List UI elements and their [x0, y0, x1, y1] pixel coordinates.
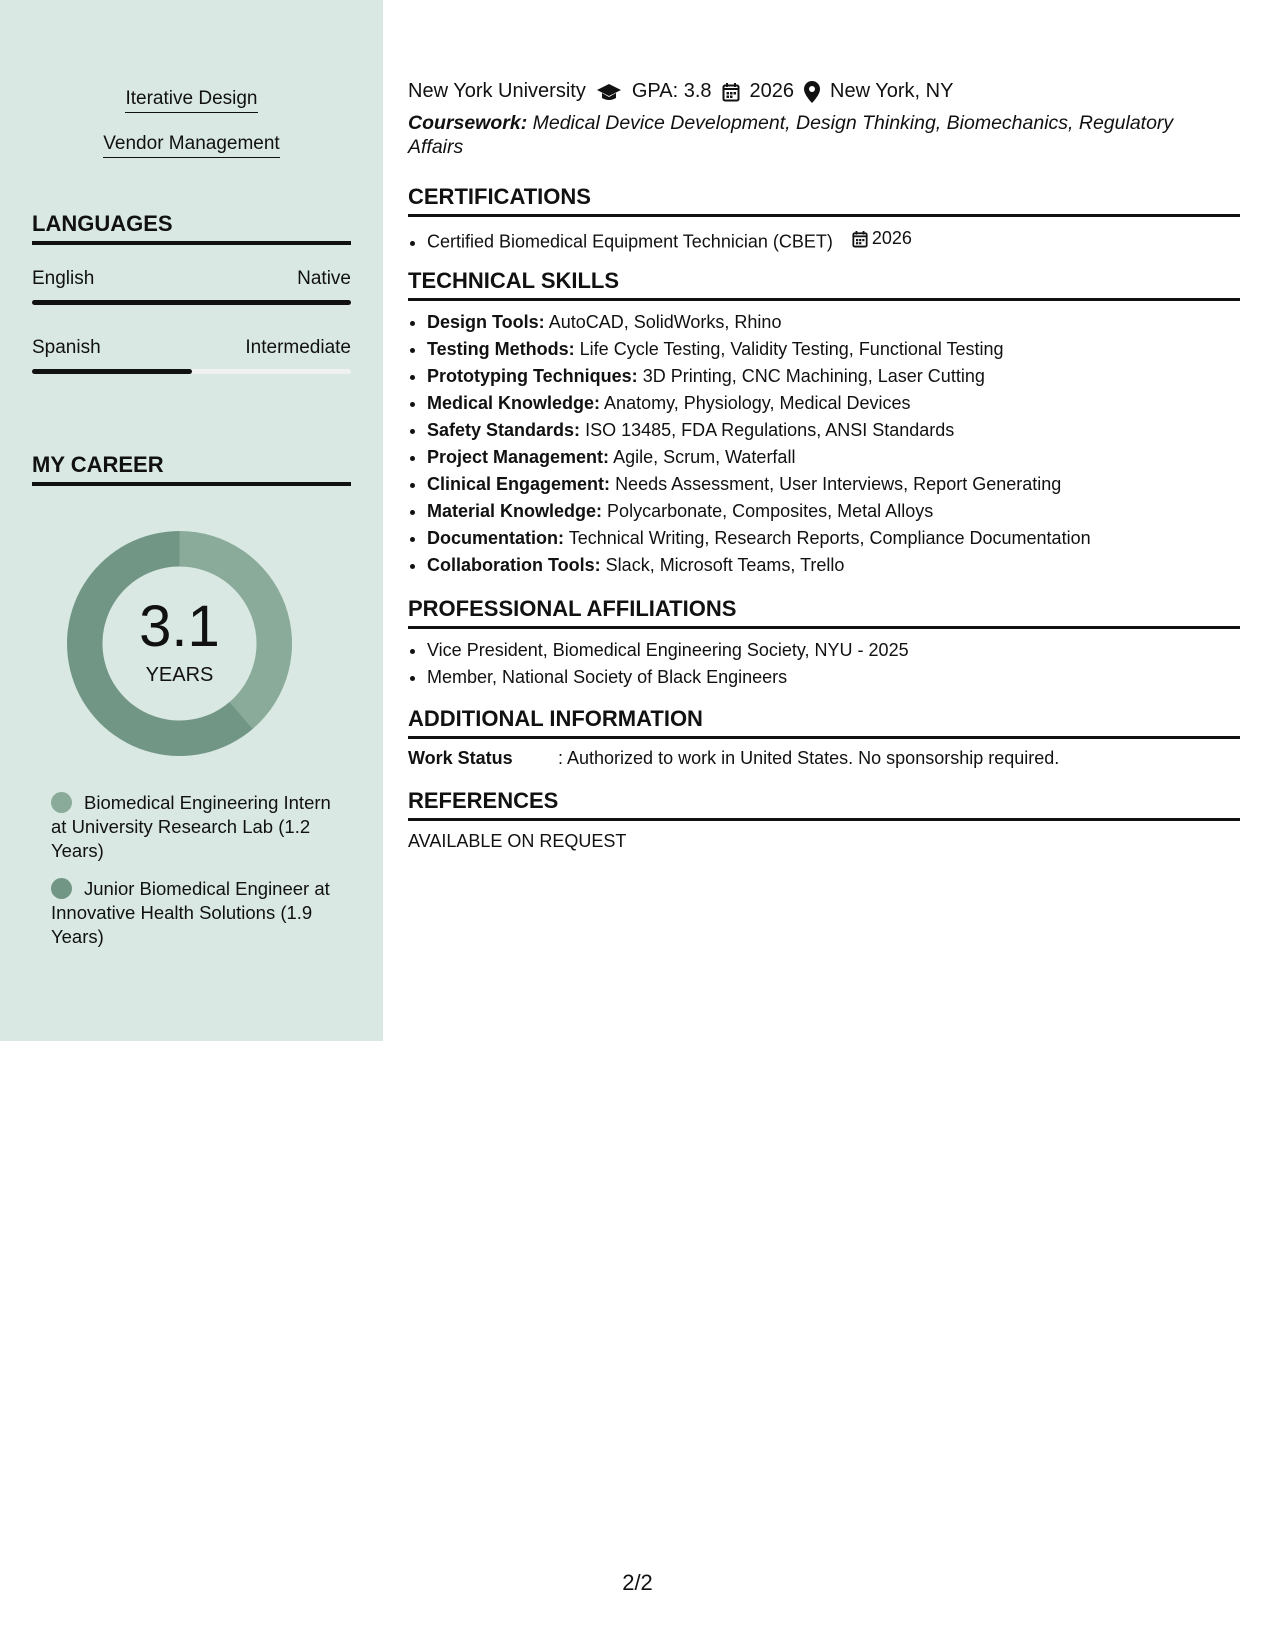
gpa: GPA: 3.8	[631, 80, 712, 102]
coursework-label: Coursework:	[408, 112, 528, 134]
legend-dot	[51, 792, 72, 813]
work-status-row	[408, 748, 1240, 769]
language-level: Native	[297, 268, 351, 289]
additional-info-section	[408, 706, 1240, 769]
education-line	[408, 80, 953, 103]
career-item-label: Junior Biomedical Engineer at Innovative Health Solutions (1.9 Years)	[51, 878, 330, 947]
language-row-english	[32, 268, 351, 290]
coursework	[408, 111, 1208, 159]
skill-item: • Testing Methods: Life Cycle Testing, Validity Testing, Functional Testing	[427, 336, 1240, 363]
career-item	[51, 877, 341, 949]
career-total-value: 3.1	[139, 594, 220, 659]
skill-item: • Collaboration Tools: Slack, Microsoft Teams, Trello	[427, 552, 1240, 579]
language-name: Spanish	[32, 337, 101, 358]
skill-item: • Medical Knowledge: Anatomy, Physiology, Medical Devices	[427, 390, 1240, 417]
language-row-spanish	[32, 337, 351, 359]
skill-item: • Project Management: Agile, Scrum, Waterfall	[427, 444, 1240, 471]
calendar-icon	[852, 230, 868, 248]
skill-item: • Documentation: Technical Writing, Research Reports, Compliance Documentation	[427, 525, 1240, 552]
calendar-icon	[722, 82, 740, 102]
language-bar-english	[32, 300, 351, 305]
language-level: Intermediate	[245, 337, 351, 358]
skill-item: • Design Tools: AutoCAD, SolidWorks, Rhino	[427, 309, 1240, 336]
language-name: English	[32, 268, 95, 289]
school-name: New York University	[408, 80, 586, 102]
additional-info-heading: ADDITIONAL INFORMATION	[408, 706, 1240, 739]
language-bar-spanish	[32, 369, 351, 374]
affiliation-item: • Member, National Society of Black Engineers	[427, 664, 1240, 691]
certification-item	[427, 225, 1240, 256]
affiliations-section	[408, 596, 1240, 691]
skill-item: • Safety Standards: ISO 13485, FDA Regulations, ANSI Standards	[427, 417, 1240, 444]
language-fill	[32, 369, 192, 374]
location-pin-icon	[804, 81, 820, 103]
certification-date: 2026	[871, 228, 912, 248]
language-fill	[32, 300, 351, 305]
languages-heading: LANGUAGES	[32, 211, 351, 245]
work-status-label: Work Status	[408, 748, 513, 768]
graduation-year: 2026	[749, 80, 795, 102]
skill-item: • Material Knowledge: Polycarbonate, Composites, Metal Alloys	[427, 498, 1240, 525]
references-heading: REFERENCES	[408, 788, 1240, 821]
affiliation-item: • Vice President, Biomedical Engineering Society, NYU - 2025	[427, 637, 1240, 664]
page-number: 2/2	[622, 1570, 653, 1595]
references-section	[408, 788, 1240, 852]
skill-item: • Clinical Engagement: Needs Assessment, User Interviews, Report Generating	[427, 471, 1240, 498]
legend-dot	[51, 878, 72, 899]
certifications-section	[408, 184, 1240, 256]
graduation-cap-icon	[596, 82, 622, 102]
career-item-label: Biomedical Engineering Intern at University Research Lab (1.2 Years)	[51, 792, 331, 861]
technical-skills-section	[408, 268, 1240, 579]
skill-item: • Prototyping Techniques: 3D Printing, CNC Machining, Laser Cutting	[427, 363, 1240, 390]
technical-skills-heading: TECHNICAL SKILLS	[408, 268, 1240, 301]
career-total-unit: YEARS	[145, 664, 214, 686]
affiliations-heading: PROFESSIONAL AFFILIATIONS	[408, 596, 1240, 629]
work-status-value: : Authorized to work in United States. No sponsorship required.	[558, 748, 1060, 768]
skill-tag-vendor-management: Vendor Management	[0, 133, 383, 158]
coursework-list: Medical Device Development, Design Thinking, Biomechanics, Regulatory Affairs	[408, 112, 1174, 158]
location: New York, NY	[830, 80, 954, 102]
career-heading: MY CAREER	[32, 452, 351, 486]
references-text: AVAILABLE ON REQUEST	[408, 831, 627, 851]
certification-name: Certified Biomedical Equipment Technician (CBET)	[427, 231, 833, 252]
career-item	[51, 791, 341, 863]
skill-tag-iterative-design: Iterative Design	[0, 88, 383, 113]
certifications-heading: CERTIFICATIONS	[408, 184, 1240, 217]
